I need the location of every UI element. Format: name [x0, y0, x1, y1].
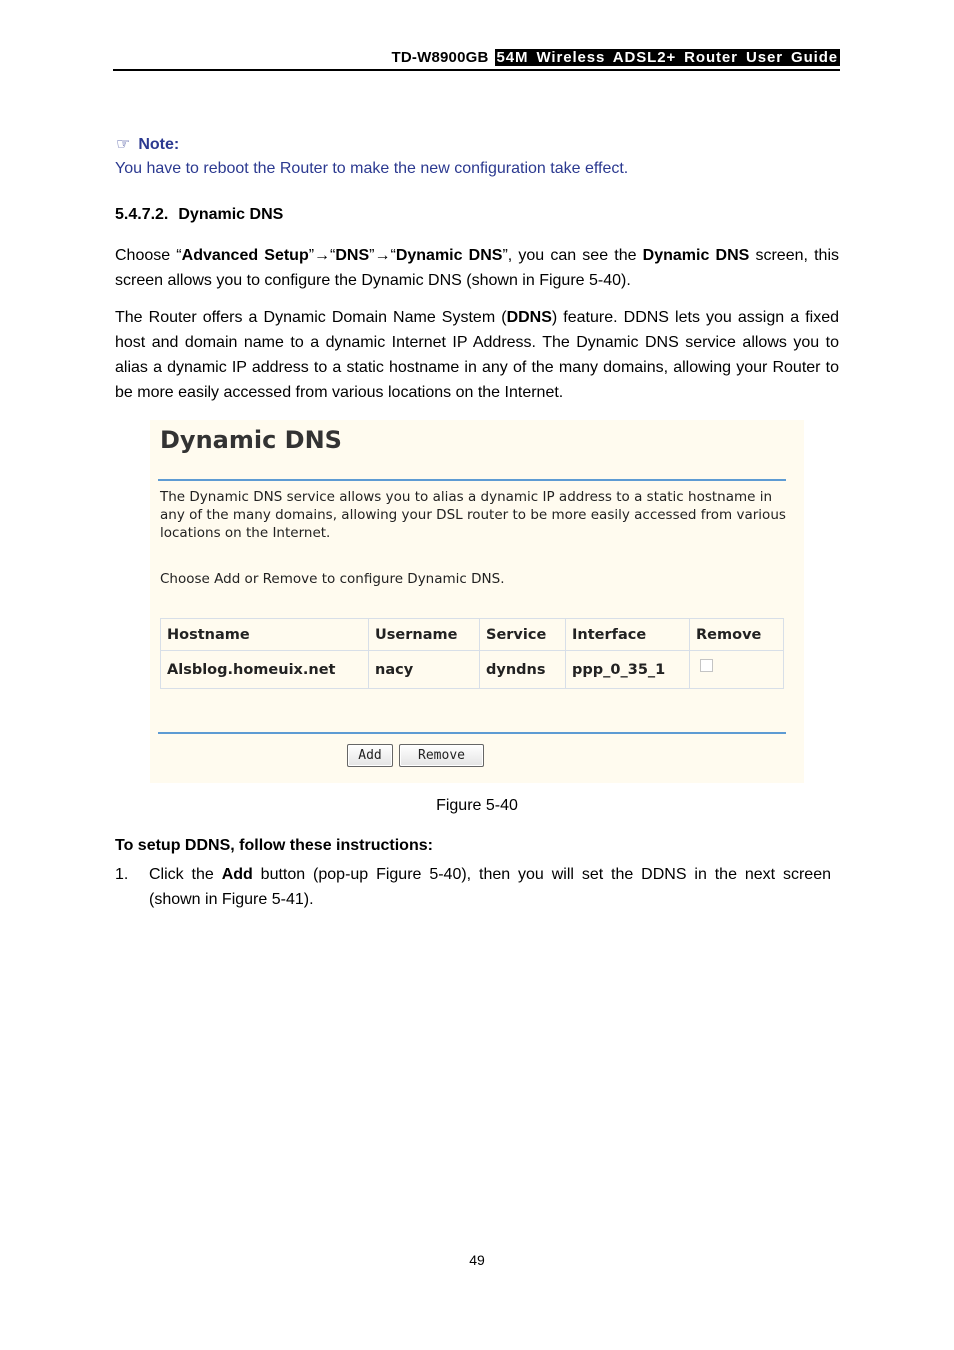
ddns-table	[160, 618, 784, 689]
instructions-heading: To setup DDNS, follow these instructions:	[115, 837, 433, 854]
text-run: Choose “	[115, 247, 182, 264]
cell-service: dyndns	[480, 651, 566, 689]
text-run: “	[330, 247, 336, 264]
cell-interface: ppp_0_35_1	[566, 651, 690, 689]
table-header-row	[161, 619, 784, 651]
page-header	[113, 49, 840, 71]
divider	[158, 479, 786, 481]
column-header-interface: Interface	[566, 619, 690, 651]
menu-advanced-setup: Advanced Setup	[181, 247, 309, 264]
cell-remove	[690, 651, 784, 689]
note-title: Note:	[138, 136, 180, 153]
paragraph-choose	[115, 243, 839, 293]
column-header-remove: Remove	[690, 619, 784, 651]
header-guide-title: 54M Wireless ADSL2+ Router User Guide	[496, 49, 838, 66]
section-title: Dynamic DNS	[178, 206, 284, 223]
paragraph-ddns	[115, 305, 839, 405]
figure-page-title: Dynamic DNS	[160, 426, 342, 454]
screen-name: Dynamic DNS	[642, 247, 750, 264]
text-run: “	[390, 247, 396, 264]
column-header-hostname: Hostname	[161, 619, 369, 651]
page-number: 49	[469, 1252, 485, 1268]
add-term: Add	[221, 866, 253, 883]
section-number: 5.4.7.2.	[115, 206, 169, 223]
note-heading	[116, 134, 179, 154]
step-text	[149, 862, 831, 912]
step-number: 1.	[115, 866, 129, 883]
remove-button[interactable]: Remove	[399, 744, 484, 767]
text-run: button (pop-up Figure 5-40), then you will set the DDNS in the next screen (shown in Figure 5-41).	[149, 866, 832, 908]
table-row	[161, 651, 784, 689]
text-run: ) feature. DDNS lets you assign a fixed host and domain name to a dynamic Internet IP Address. The Dynamic DNS service allows you to alias a dynamic IP address to a static hostname in any of the many domains, allowing your Router to be more easily accessed from various locations on the Internet.	[115, 309, 840, 401]
section-heading	[115, 206, 283, 224]
ddns-term: DDNS	[506, 309, 552, 326]
pointing-hand-icon: ☞	[116, 134, 131, 153]
dynamic-dns-screenshot	[150, 420, 804, 783]
column-header-service: Service	[480, 619, 566, 651]
cell-username: nacy	[369, 651, 480, 689]
text-run: ”	[369, 247, 375, 264]
arrow-right-icon: →	[374, 247, 391, 264]
figure-description: The Dynamic DNS service allows you to alias a dynamic IP address to a static hostname in any of the many domains, allowing your DSL router to be more easily accessed from various locations on the Internet.	[160, 489, 786, 541]
instruction-step-1	[115, 862, 831, 912]
menu-dynamic-dns: Dynamic DNS	[395, 247, 503, 264]
menu-dns: DNS	[335, 247, 370, 264]
add-button[interactable]: Add	[347, 744, 393, 767]
text-run: ”	[308, 247, 315, 264]
header-model: TD-W8900GB	[391, 49, 489, 66]
remove-checkbox[interactable]	[700, 659, 713, 672]
figure-hint: Choose Add or Remove to configure Dynamic DNS.	[160, 571, 505, 587]
arrow-right-icon: →	[314, 247, 331, 264]
figure-caption: Figure 5-40	[436, 797, 518, 814]
text-run: Click the	[149, 866, 222, 883]
column-header-username: Username	[369, 619, 480, 651]
cell-hostname: Alsblog.homeuix.net	[161, 651, 369, 689]
text-run: ”, you can see the	[502, 247, 643, 264]
text-run: screen, this screen allows you to configure the Dynamic DNS (shown in Figure 5-40).	[115, 247, 840, 289]
text-run: The Router offers a Dynamic Domain Name System (	[115, 309, 507, 326]
divider	[158, 732, 786, 734]
note-text: You have to reboot the Router to make the new configuration take effect.	[115, 160, 629, 177]
